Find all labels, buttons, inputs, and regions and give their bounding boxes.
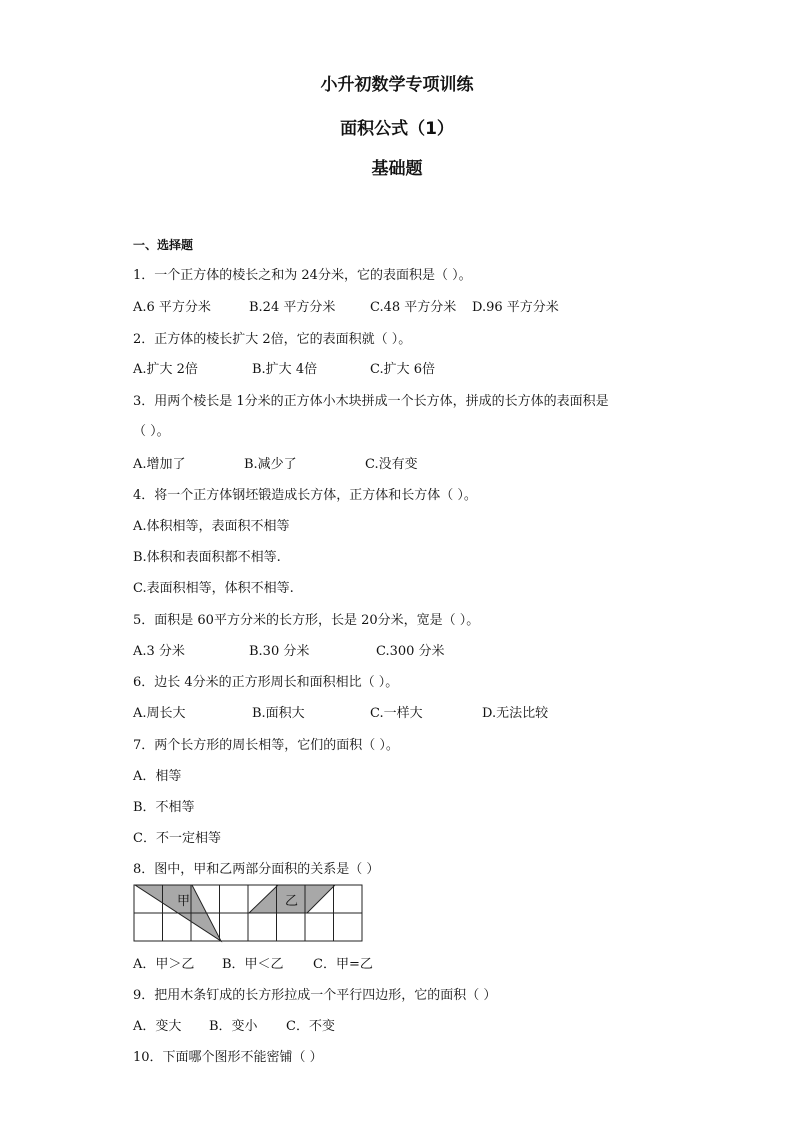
question-8-grid-figure	[133, 884, 365, 944]
question-1-option-c: C.48 平方分米	[370, 300, 457, 315]
question-3-stem: 3．用两个棱长是 1分米的正方体小木块拼成一个长方体，拼成的长方体的表面积是	[133, 394, 609, 409]
question-3-option-b: B.减少了	[244, 457, 297, 472]
question-5-option-b: B.30 分米	[249, 644, 310, 659]
question-1-option-a: A.6 平方分米	[133, 300, 211, 315]
question-6-option-b: B.面积大	[252, 706, 305, 721]
question-8-option-a: A．甲＞乙	[133, 957, 195, 972]
question-8-stem: 8．图中，甲和乙两部分面积的关系是（ ）	[133, 862, 380, 877]
question-6-stem: 6．边长 4分米的正方形周长和面积相比（ ）。	[133, 675, 399, 690]
question-7-option-a: A．相等	[133, 769, 182, 784]
question-9-stem: 9．把用木条钉成的长方形拉成一个平行四边形，它的面积（ ）	[133, 988, 497, 1003]
question-3-option-a: A.增加了	[133, 457, 186, 472]
question-1-stem: 1．一个正方体的棱长之和为 24分米，它的表面积是（ ）。	[133, 268, 472, 283]
question-8-option-b: B．甲＜乙	[222, 957, 284, 972]
question-5-option-c: C.300 分米	[376, 644, 445, 659]
question-4-option-a: A.体积相等，表面积不相等	[133, 519, 290, 534]
question-2-stem: 2．正方体的棱长扩大 2倍，它的表面积就（ ）。	[133, 332, 412, 347]
label-yi: 乙	[285, 894, 299, 909]
question-6-option-c: C.一样大	[370, 706, 423, 721]
question-1-option-b: B.24 平方分米	[249, 300, 336, 315]
question-7-stem: 7．两个长方形的周长相等，它们的面积（ ）。	[133, 738, 399, 753]
question-4-option-c: C.表面积相等，体积不相等.	[133, 581, 294, 596]
question-4-option-b: B.体积和表面积都不相等.	[133, 550, 281, 565]
section-title: 一、选择题	[133, 238, 194, 252]
question-6-option-d: D.无法比较	[482, 706, 549, 721]
question-9-option-c: C．不变	[286, 1019, 335, 1034]
question-8-option-c: C．甲=乙	[313, 957, 373, 972]
question-4-stem: 4．将一个正方体钢坯锻造成长方体，正方体和长方体（ ）。	[133, 488, 477, 503]
label-jia: 甲	[177, 894, 191, 909]
question-10-stem: 10．下面哪个图形不能密铺（ ）	[133, 1050, 323, 1065]
question-3-option-c: C.没有变	[365, 457, 418, 472]
document-subtitle: 面积公式（1）	[340, 119, 454, 139]
question-7-option-c: C．不一定相等	[133, 831, 221, 846]
question-7-option-b: B．不相等	[133, 800, 195, 815]
question-1-option-d: D.96 平方分米	[472, 300, 559, 315]
question-9-option-a: A．变大	[133, 1019, 182, 1034]
difficulty-level: 基础题	[371, 159, 423, 179]
question-6-option-a: A.周长大	[133, 706, 186, 721]
question-5-option-a: A.3 分米	[133, 644, 185, 659]
question-9-option-b: B．变小	[209, 1019, 258, 1034]
question-3-stem-continued: （ ）。	[133, 424, 170, 439]
question-2-option-b: B.扩大 4倍	[252, 362, 318, 377]
document-title: 小升初数学专项训练	[320, 75, 474, 95]
question-5-stem: 5．面积是 60平方分米的长方形，长是 20分米，宽是（ ）。	[133, 613, 480, 628]
question-2-option-c: C.扩大 6倍	[370, 362, 436, 377]
question-2-option-a: A.扩大 2倍	[133, 362, 198, 377]
